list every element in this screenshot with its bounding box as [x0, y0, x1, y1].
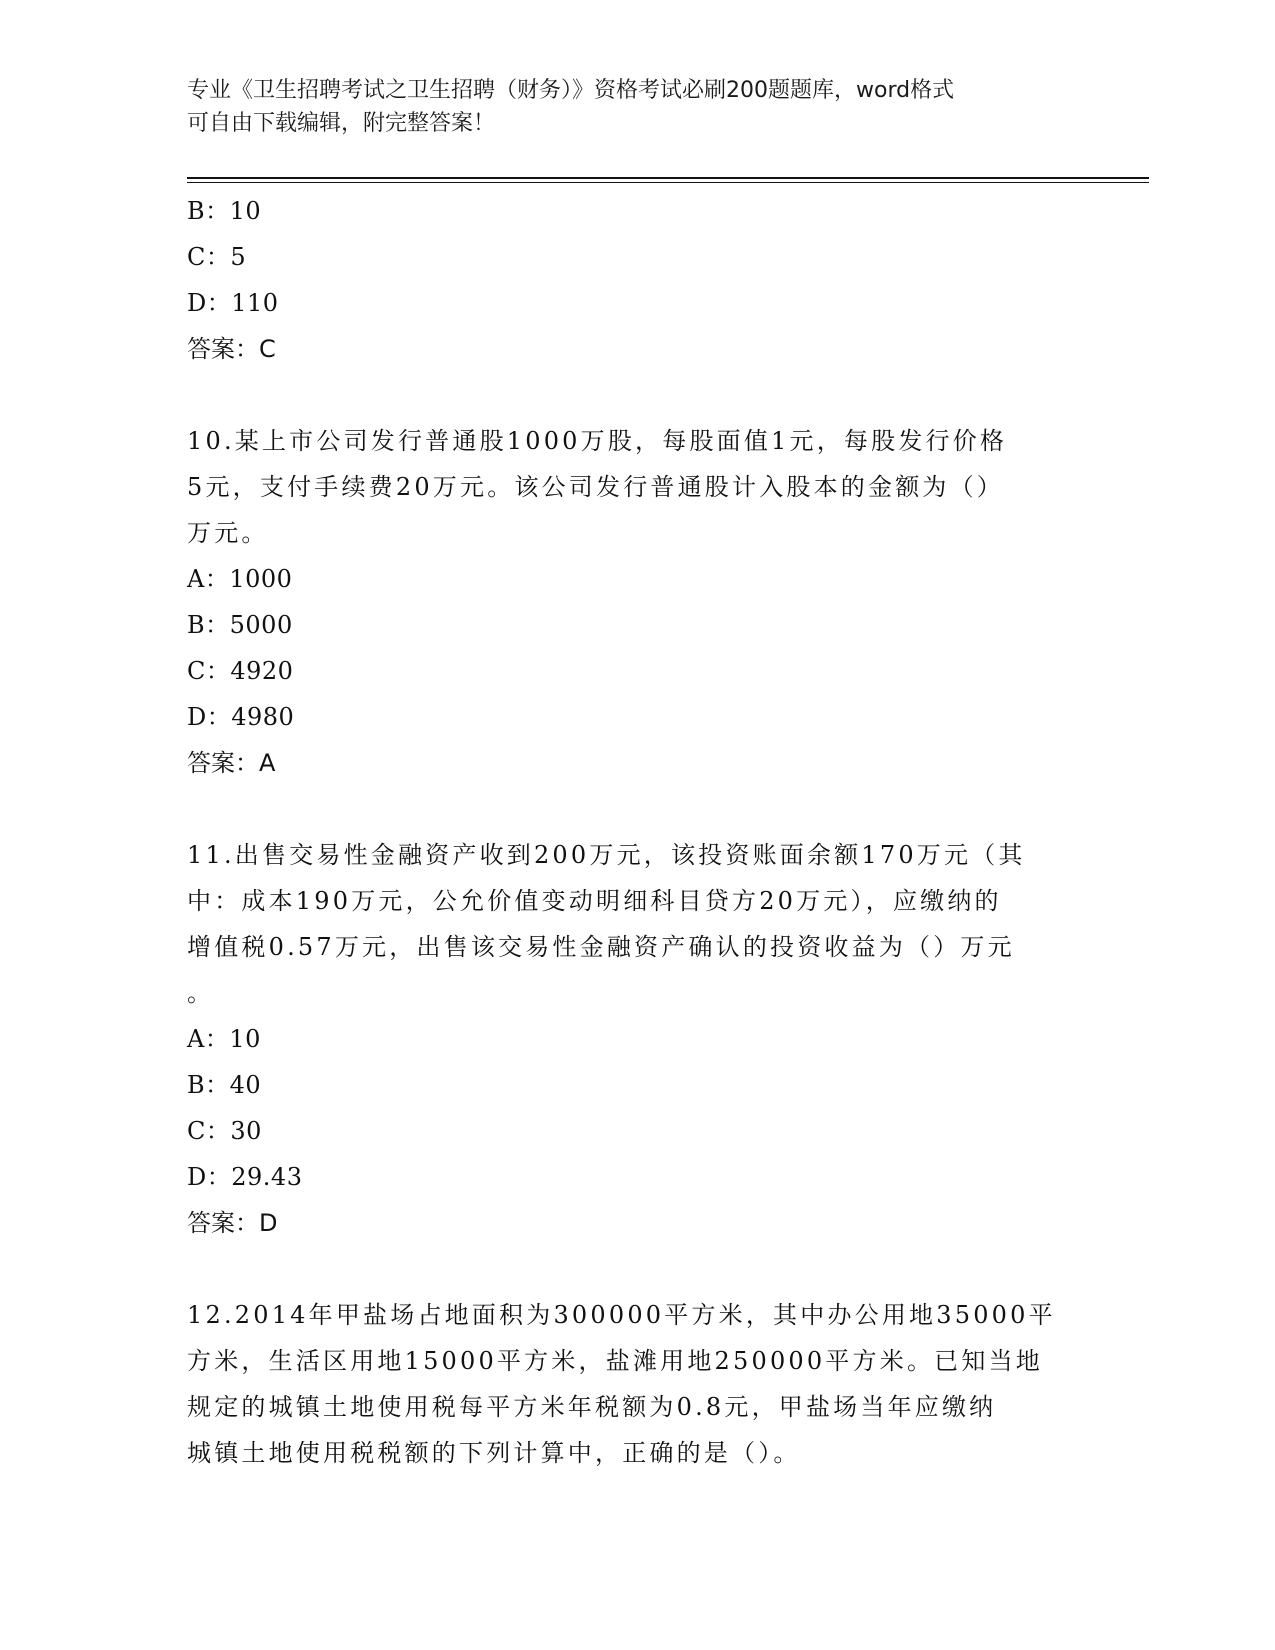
option-c	[187, 1108, 1077, 1154]
option-a	[187, 556, 1077, 602]
question-11	[187, 832, 1077, 1246]
option-label: C：	[187, 243, 231, 271]
header-divider-thick	[187, 177, 1149, 179]
option-label: A：	[187, 1025, 230, 1053]
option-label: B：	[187, 611, 230, 639]
header-line-1: 专业《卫生招聘考试之卫生招聘（财务）》资格考试必刷200题题库，word格式	[187, 78, 955, 103]
option-value: 10	[229, 197, 262, 225]
document-body	[187, 188, 1077, 1476]
question-text-line: 方米，生活区用地15000平方米，盐滩用地250000平方米。已知当地	[187, 1347, 1043, 1375]
answer-line: 答案：C	[187, 335, 276, 363]
option-label: B：	[187, 197, 230, 225]
option-c	[187, 234, 1077, 280]
option-b	[187, 1062, 1077, 1108]
option-value: 4980	[231, 703, 295, 731]
document-header	[187, 74, 1087, 140]
question-text-line: 。	[187, 979, 215, 1007]
question-text-line: 12.2014年甲盐场占地面积为300000平方米，其中办公用地35000平	[187, 1301, 1056, 1329]
option-value: 110	[231, 289, 279, 317]
option-b	[187, 602, 1077, 648]
option-value: 30	[230, 1117, 262, 1145]
option-b	[187, 188, 1077, 234]
option-label: B：	[187, 1071, 230, 1099]
option-a	[187, 1016, 1077, 1062]
option-label: D：	[187, 1163, 232, 1191]
answer-line: 答案：A	[187, 749, 276, 777]
question-text-line: 5元，支付手续费20万元。该公司发行普通股计入股本的金额为（）	[187, 473, 1005, 501]
question-text-line: 11.出售交易性金融资产收到200万元，该投资账面余额170万元（其	[187, 841, 1026, 869]
question-text-line: 10.某上市公司发行普通股1000万股，每股面值1元，每股发行价格	[187, 427, 1008, 455]
question-text-line: 规定的城镇土地使用税每平方米年税额为0.8元，甲盐场当年应缴纳	[187, 1393, 997, 1421]
option-value: 1000	[229, 565, 293, 593]
option-label: A：	[187, 565, 230, 593]
option-value: 5	[230, 243, 247, 271]
option-label: D：	[187, 703, 232, 731]
option-value: 4920	[230, 657, 294, 685]
option-c	[187, 648, 1077, 694]
option-d	[187, 1154, 1077, 1200]
question-text-line: 城镇土地使用税税额的下列计算中，正确的是（）。	[187, 1439, 801, 1467]
option-label: D：	[187, 289, 232, 317]
question-text-line: 万元。	[187, 519, 269, 547]
option-d	[187, 280, 1077, 326]
prev-question-block	[187, 188, 1077, 372]
header-line-2: 可自由下载编辑，附完整答案！	[187, 111, 496, 136]
option-value: 29.43	[231, 1163, 303, 1191]
option-label: C：	[187, 1117, 231, 1145]
question-text-line: 中：成本190万元，公允价值变动明细科目贷方20万元），应缴纳的	[187, 887, 1002, 915]
option-value: 10	[229, 1025, 261, 1053]
question-10	[187, 418, 1077, 786]
option-value: 5000	[229, 611, 293, 639]
option-label: C：	[187, 657, 231, 685]
option-value: 40	[229, 1071, 262, 1099]
header-divider-thin	[187, 182, 1149, 183]
answer-line: 答案：D	[187, 1209, 278, 1237]
option-d	[187, 694, 1077, 740]
question-12	[187, 1292, 1077, 1476]
question-text-line: 增值税0.57万元，出售该交易性金融资产确认的投资收益为（）万元	[187, 933, 1015, 961]
